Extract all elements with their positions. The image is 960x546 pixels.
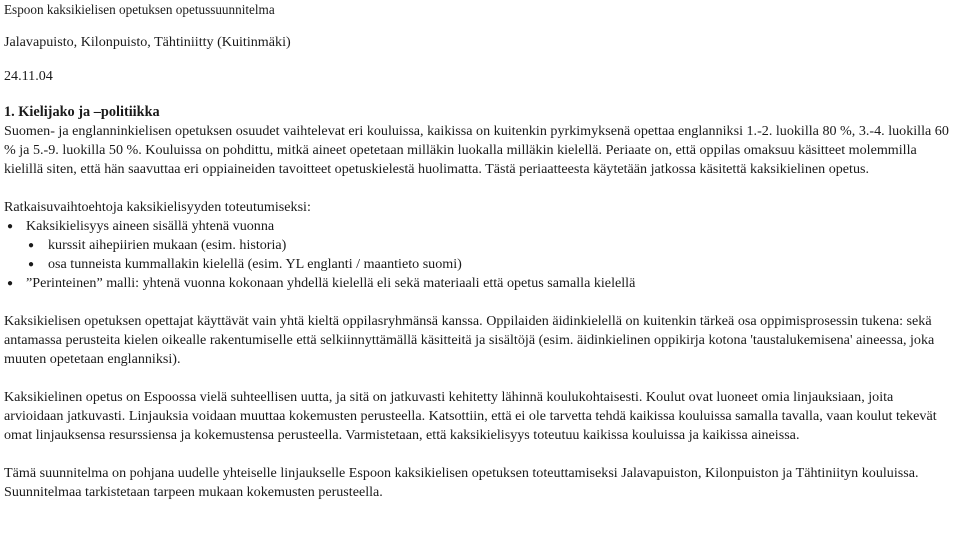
list-item-text: Kaksikielisyys aineen sisällä yhtenä vuonna xyxy=(26,218,275,234)
list-item-text: osa tunneista kummallakin kielellä (esim. YL englanti / maantieto suomi) xyxy=(48,256,462,272)
alternatives-sublist xyxy=(4,236,956,274)
bullet-dot-icon: ● xyxy=(7,278,14,289)
alternatives-list xyxy=(4,217,956,236)
bullet-dot-icon: ● xyxy=(28,240,35,251)
document-title: Espoon kaksikielisen opetuksen opetussuunnitelma xyxy=(4,2,275,17)
bullet-dot-icon: ● xyxy=(7,221,14,232)
section-paragraph: Suomen- ja englanninkielisen opetuksen osuudet vaihtelevat eri kouluissa, kaikissa on kuitenkin pyrkimyksenä opettaa englanniksi 1.-2. luokilla 80 %, 3.-4. luokilla 60 % ja 5.-9. luokilla 50 %. Kouluissa on pohdittu, mitkä aineet opetetaan milläkin luokalla milläkin kielellä. Periaate on, että oppilas omaksuu käsitteet molemmilla kielillä siten, että hän saavuttaa eri oppiaineiden tavoitteet opetuskielestä huolimatta. Tästä periaatteesta käytetään jatkossa käsitettä kaksikielinen opetus. xyxy=(4,123,949,177)
espoo-paragraph: Kaksikielinen opetus on Espoossa vielä suhteellisen uutta, ja sitä on jatkuvasti kehitetty lähinnä koulukohtaisesti. Koulut ovat luoneet omia linjauksiaan, joita arvioidaan jatkuvasti. Linjauksia voidaan muuttaa kokemusten perusteella. Katsottiin, että ei ole tarvetta tehdä kaikissa kouluissa samalla tavalla, vaan koulut tekevät omat linjauksensa resurssiensa ja kokemustensa perusteella. Varmistetaan, että kaksikielisyys toteutuu kaikissa kouluissa ja kaikissa aineissa. xyxy=(4,389,937,443)
alternatives-list-2 xyxy=(4,274,956,293)
school-names: Jalavapuisto, Kilonpuisto, Tähtiniitty (Kuitinmäki) xyxy=(4,34,291,50)
teachers-paragraph: Kaksikielisen opetuksen opettajat käyttävät vain yhtä kieltä oppilasryhmänsä kanssa. Oppilaiden äidinkielellä on kuitenkin tärkeä osa oppimisprosessin tukena: sekä antamassa perusteita kielen oikealle rakentumiselle että selkiinnyttämällä käsitteitä ja sisältöjä (esim. äidinkielinen oppikirja kotona 'taustalukemisena' aineessa, joka muuten opetetaan englanniksi). xyxy=(4,313,935,367)
list-item xyxy=(4,217,956,236)
list-item-text: ”Perinteinen” malli: yhtenä vuonna kokonaan yhdellä kielellä eli sekä materiaali että opetus samalla kielellä xyxy=(26,275,636,291)
list-item xyxy=(4,255,956,274)
basis-paragraph: Tämä suunnitelma on pohjana uudelle yhteiselle linjaukselle Espoon kaksikielisen opetuksen toteuttamiseksi Jalavapuiston, Kilonpuiston ja Tähtiniityn kouluissa. Suunnitelmaa tarkistetaan tarpeen mukaan kokemusten perusteella. xyxy=(4,465,919,500)
list-item-text: kurssit aihepiirien mukaan (esim. historia) xyxy=(48,237,287,253)
document-date: 24.11.04 xyxy=(4,68,53,84)
alternatives-intro: Ratkaisuvaihtoehtoja kaksikielisyyden toteutumiseksi: xyxy=(4,199,311,215)
section-heading: 1. Kielijako ja –politiikka xyxy=(4,104,160,120)
bullet-dot-icon: ● xyxy=(28,259,35,270)
list-item xyxy=(4,236,956,255)
alternatives-block xyxy=(4,198,956,293)
list-item xyxy=(4,274,956,293)
